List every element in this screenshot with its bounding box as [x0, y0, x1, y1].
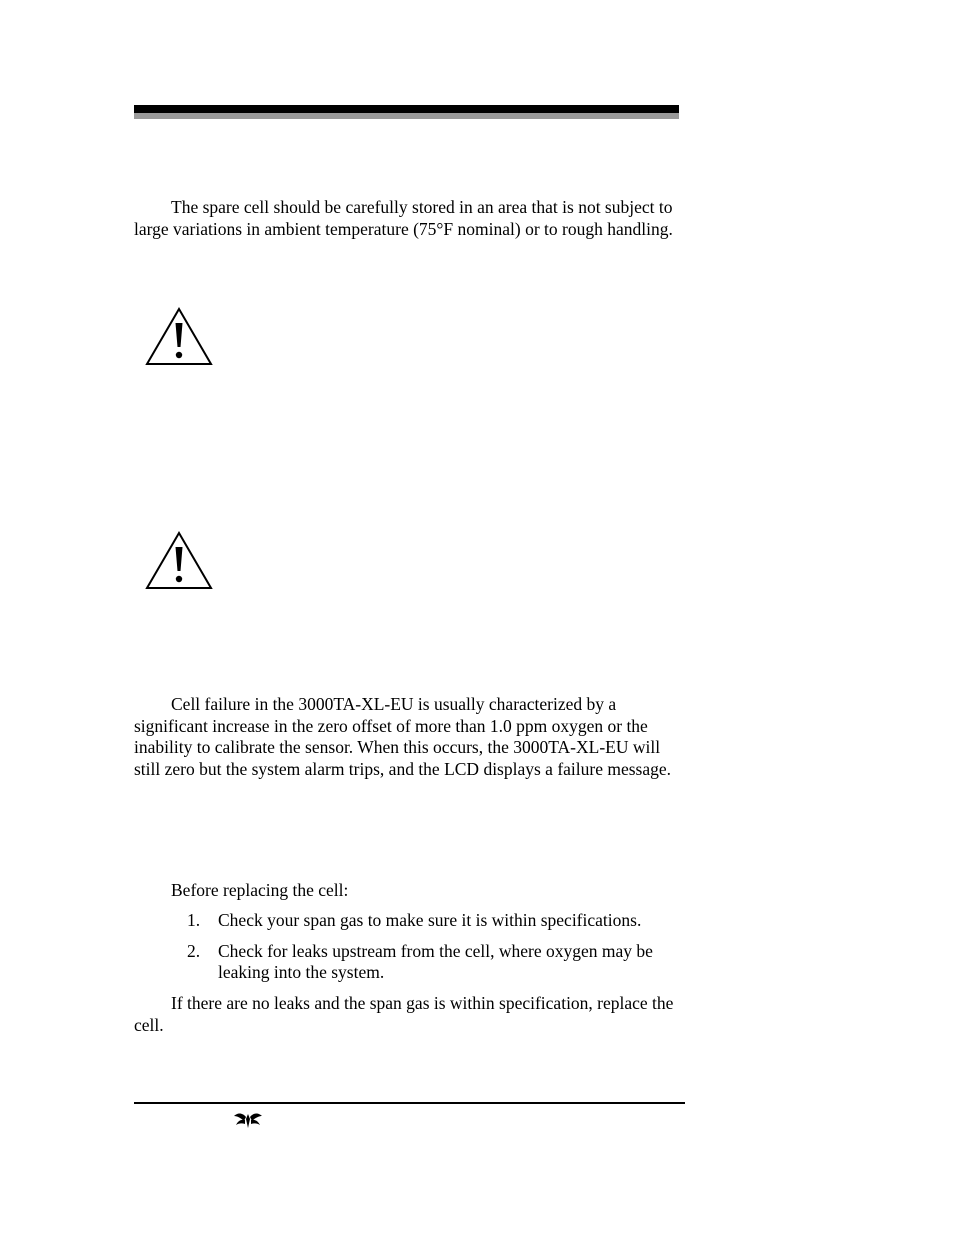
- header-bar-shadow: [134, 113, 679, 119]
- list-item-text: Check for leaks upstream from the cell, where oxygen may be leaking into the system.: [218, 940, 653, 982]
- list-item: [187, 941, 682, 984]
- replace-cell-paragraph: If there are no leaks and the span gas is within specification, replace the cell.: [134, 993, 674, 1035]
- warning-icon: [145, 531, 213, 590]
- company-logo-icon: [233, 1110, 263, 1130]
- footer-rule: [134, 1102, 685, 1104]
- warning-icon: [145, 307, 213, 366]
- list-item: [187, 910, 682, 932]
- cell-failure-paragraph: Cell failure in the 3000TA-XL-EU is usually characterized by a significant increase in the zero offset of more than 1.0 ppm oxygen or the inability to calibrate the sensor. When this occurs, the 3000TA-XL-EU will still zero but the system alarm trips, and the LCD displays a failure message.: [134, 694, 672, 779]
- list-item-number: 1.: [187, 910, 201, 930]
- storage-paragraph: The spare cell should be carefully stored in an area that is not subject to large variations in ambient temperature (75°F nominal) or to rough handling.: [134, 197, 673, 239]
- before-replacing-text: Before replacing the cell:: [171, 880, 349, 900]
- check-steps-list: [187, 910, 682, 993]
- list-item-number: 2.: [187, 940, 201, 961]
- list-item-text: Check your span gas to make sure it is within specifications.: [218, 910, 642, 930]
- header-bar: [134, 105, 679, 113]
